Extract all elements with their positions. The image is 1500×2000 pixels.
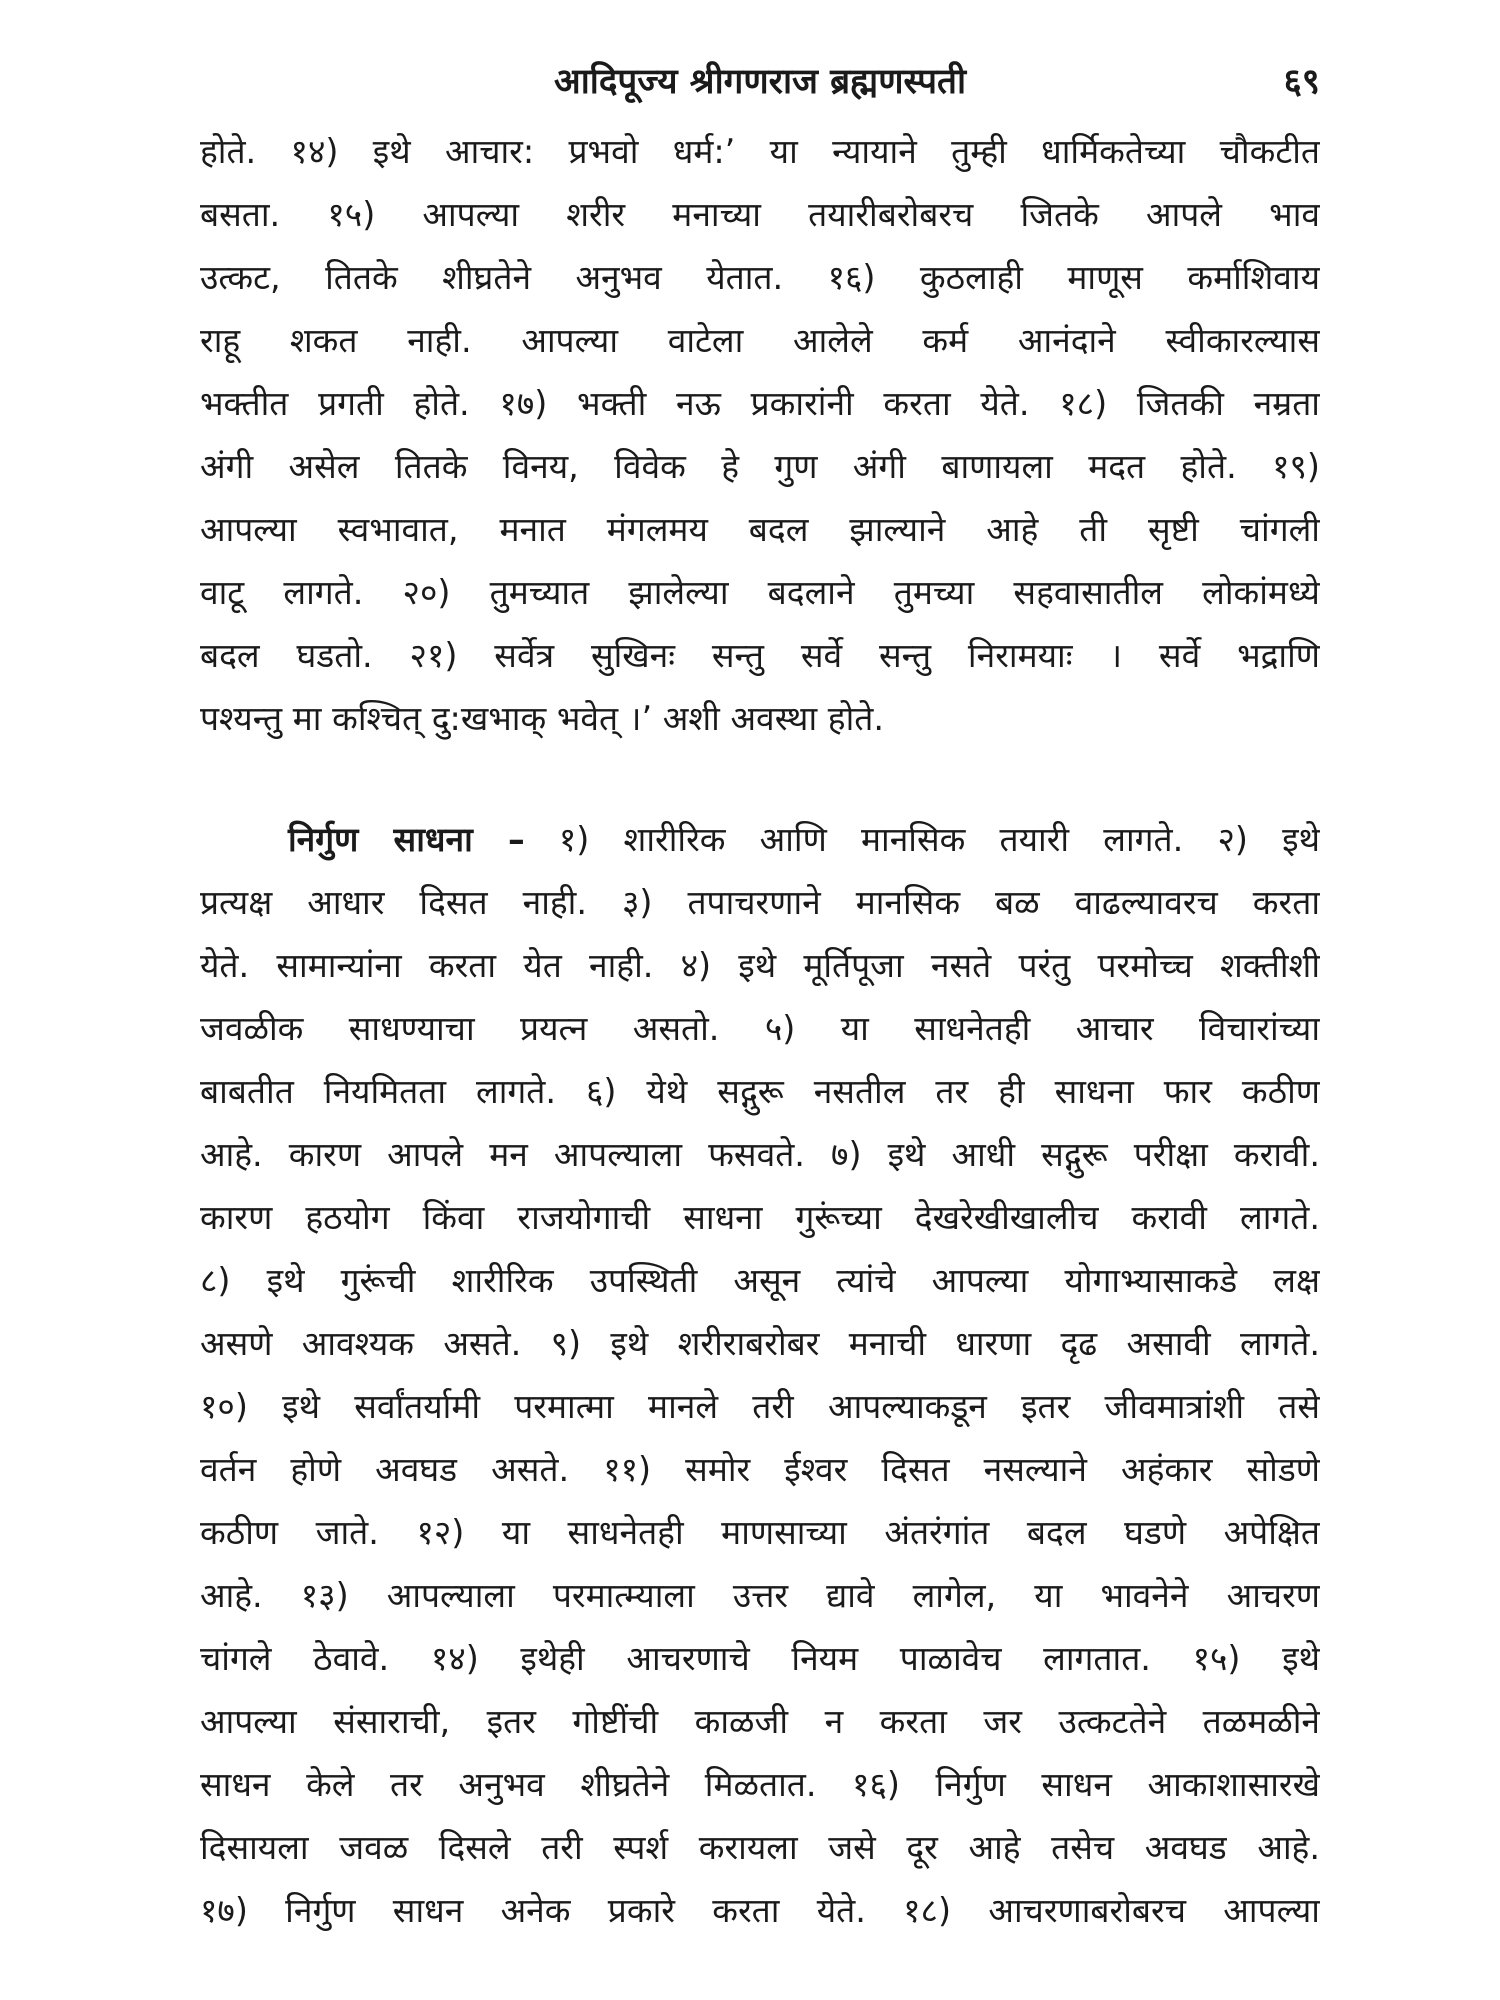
section-heading: निर्गुण साधना –: [288, 820, 525, 859]
text-line: भक्तीत प्रगती होते. १७) भक्ती नऊ प्रकारांनी करता येते. १८) जितकी नम्रता: [200, 384, 1320, 423]
text-line: बाबतीत नियमितता लागते. ६) येथे सद्गुरू नसतील तर ही साधना फार कठीण: [200, 1072, 1320, 1111]
running-title: आदिपूज्य श्रीगणराज ब्रह्मणस्पती: [553, 62, 967, 102]
text-line: आहे. कारण आपले मन आपल्याला फसवते. ७) इथे आधी सद्गुरू परीक्षा करावी.: [200, 1135, 1320, 1174]
text-line: पश्यन्तु मा कश्चित् दु:खभाक् भवेत् ।’ अशी अवस्था होते.: [200, 699, 884, 738]
text-line: जवळीक साधण्याचा प्रयत्न असतो. ५) या साधनेतही आचार विचारांच्या: [200, 1009, 1320, 1048]
text-line: ८) इथे गुरूंची शारीरिक उपस्थिती असून त्यांचे आपल्या योगाभ्यासाकडे लक्ष: [200, 1261, 1320, 1300]
text-line: १७) निर्गुण साधन अनेक प्रकारे करता येते. १८) आचरणाबरोबरच आपल्या: [200, 1891, 1320, 1930]
text-line: आपल्या स्वभावात, मनात मंगलमय बदल झाल्याने आहे ती सृष्टी चांगली: [200, 510, 1320, 549]
paragraph-first-line: [200, 808, 1320, 871]
text-line: येते. सामान्यांना करता येत नाही. ४) इथे मूर्तिपूजा नसते परंतु परमोच्च शक्तीशी: [200, 946, 1320, 985]
running-header: [200, 52, 1320, 112]
text-line: होते. १४) इथे आचार: प्रभवो धर्म:’ या न्यायाने तुम्ही धार्मिकतेच्या चौकटीत: [200, 132, 1320, 171]
text-line: कारण हठयोग किंवा राजयोगाची साधना गुरूंच्या देखरेखीखालीच करावी लागते.: [200, 1198, 1320, 1237]
text-line: असणे आवश्यक असते. ९) इथे शरीराबरोबर मनाची धारणा दृढ असावी लागते.: [200, 1324, 1320, 1363]
text-line: चांगले ठेवावे. १४) इथेही आचरणाचे नियम पाळावेच लागतात. १५) इथे: [200, 1639, 1320, 1678]
text-line: उत्कट, तितके शीघ्रतेने अनुभव येतात. १६) कुठलाही माणूस कर्माशिवाय: [200, 258, 1320, 297]
text-line: आहे. १३) आपल्याला परमात्म्याला उत्तर द्यावे लागेल, या भावनेने आचरण: [200, 1576, 1320, 1615]
text-line: बसता. १५) आपल्या शरीर मनाच्या तयारीबरोबरच जितके आपले भाव: [200, 195, 1320, 234]
page-number: ६९: [1283, 62, 1320, 102]
text-line: कठीण जाते. १२) या साधनेतही माणसाच्या अंतरंगांत बदल घडणे अपेक्षित: [200, 1513, 1320, 1552]
text-line: वर्तन होणे अवघड असते. ११) समोर ईश्वर दिसत नसल्याने अहंकार सोडणे: [200, 1450, 1320, 1489]
text-line: १०) इथे सर्वांतर्यामी परमात्मा मानले तरी आपल्याकडून इतर जीवमात्रांशी तसे: [200, 1387, 1320, 1426]
text-line: प्रत्यक्ष आधार दिसत नाही. ३) तपाचरणाने मानसिक बळ वाढल्यावरच करता: [200, 883, 1320, 922]
text-line: दिसायला जवळ दिसले तरी स्पर्श करायला जसे दूर आहे तसेच अवघड आहे.: [200, 1828, 1320, 1867]
text-line: आपल्या संसाराची, इतर गोष्टींची काळजी न करता जर उत्कटतेने तळमळीने: [200, 1702, 1320, 1741]
text-line: राहू शकत नाही. आपल्या वाटेला आलेले कर्म आनंदाने स्वीकारल्यास: [200, 321, 1320, 360]
paragraph-bhakti-continuation: [200, 120, 1320, 750]
text-line: वाटू लागते. २०) तुमच्यात झालेल्या बदलाने तुमच्या सहवासातील लोकांमध्ये: [200, 573, 1320, 612]
text-line: साधन केले तर अनुभव शीघ्रतेने मिळतात. १६) निर्गुण साधन आकाशासारखे: [200, 1765, 1320, 1804]
paragraph-nirgun-sadhana: [200, 808, 1320, 1942]
text-line-rest: १) शारीरिक आणि मानसिक तयारी लागते. २) इथे: [524, 820, 1320, 859]
text-line: बदल घडतो. २१) सर्वेत्र सुखिनः सन्तु सर्वे सन्तु निरामयाः । सर्वे भद्राणि: [200, 636, 1320, 675]
text-line: अंगी असेल तितके विनय, विवेक हे गुण अंगी बाणायला मदत होते. १९): [200, 447, 1320, 486]
